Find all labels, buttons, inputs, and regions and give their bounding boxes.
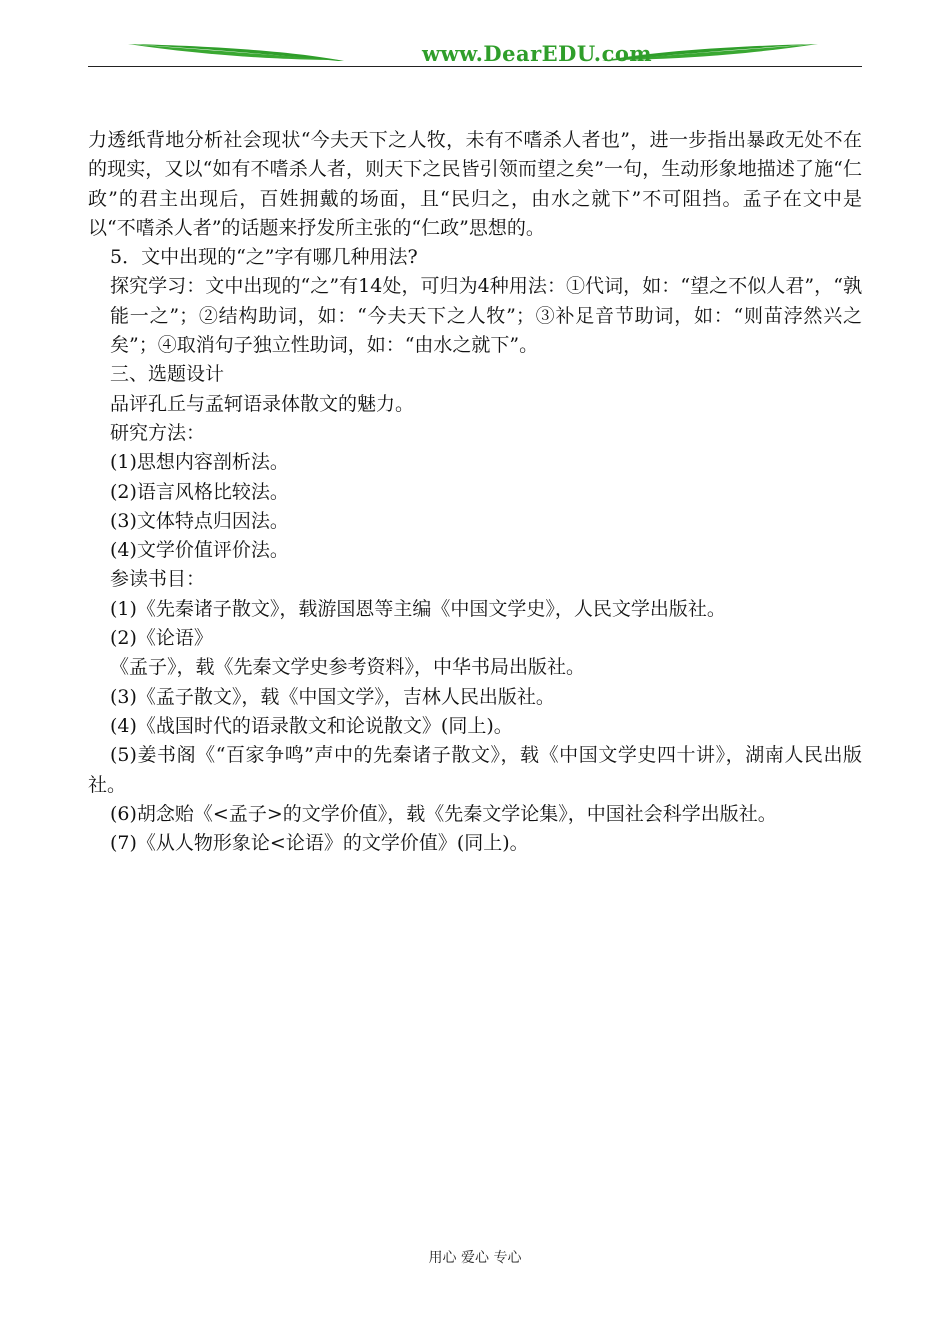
- document-body: [88, 126, 862, 858]
- method-item: (3)文体特点归因法。: [110, 509, 289, 532]
- paragraph-analysis: 力透纸背地分析社会现状“今夫天下之人牧，未有不嗜杀人者也”，进一步指出暴政无处不在的现实，又以“如有不嗜杀人者，则天下之民皆引领而望之矣”一句，生动形象地描述了施“仁政”的君主出现后，百姓拥戴的场面，且“民归之，由水之就下”不可阻挡。孟子在文中是以“不嗜杀人者”的话题来抒发所主张的“仁政”思想的。: [88, 129, 862, 239]
- site-logo-text: www.DearEDU.com: [422, 41, 653, 66]
- topic-text: 品评孔丘与孟轲语录体散文的魅力。: [110, 392, 415, 415]
- header-divider: [88, 66, 862, 67]
- books-title: 参读书目：: [110, 568, 206, 591]
- method-item: (1)思想内容剖析法。: [110, 451, 289, 474]
- answer-5: 探究学习：文中出现的“之”有14处，可归为4种用法：①代词，如：“望之不似人君”，“孰能一之”；②结构助词，如：“今夫天下之人牧”；③补足音节助词，如：“则苗浡然兴之矣”；④取消句子独立性助词，如：“由水之就下”。: [110, 275, 862, 357]
- book-item: (4)《战国时代的语录散文和论说散文》(同上)。: [110, 714, 513, 737]
- section-heading-3: 三、选题设计: [110, 363, 225, 386]
- method-item: (4)文学价值评价法。: [110, 539, 289, 562]
- book-item: (7)《从人物形象论<论语》的文学价值》(同上)。: [110, 832, 529, 855]
- book-item: [88, 741, 862, 800]
- question-5: 5．文中出现的“之”字有哪几种用法?: [110, 246, 418, 269]
- method-item: (2)语言风格比较法。: [110, 480, 289, 503]
- methods-title: 研究方法：: [110, 421, 206, 444]
- book-item: 《孟子》，载《先秦文学史参考资料》，中华书局出版社。: [110, 656, 586, 679]
- book-item: (1)《先秦诸子散文》，载游国恩等主编《中国文学史》，人民文学出版社。: [110, 597, 726, 620]
- page-footer: 用心 爱心 专心: [428, 1250, 522, 1266]
- book-item-text: (5)姜书阁《“百家争鸣”声中的先秦诸子散文》，载《中国文学史四十讲》，湖南人民出版社。: [88, 744, 862, 796]
- book-item: (3)《孟子散文》，载《中国文学》，吉林人民出版社。: [110, 685, 555, 708]
- book-item: (2)《论语》: [110, 627, 213, 650]
- book-item: (6)胡念贻《<孟子>的文学价值》，载《先秦文学论集》，中国社会科学出版社。: [110, 802, 777, 825]
